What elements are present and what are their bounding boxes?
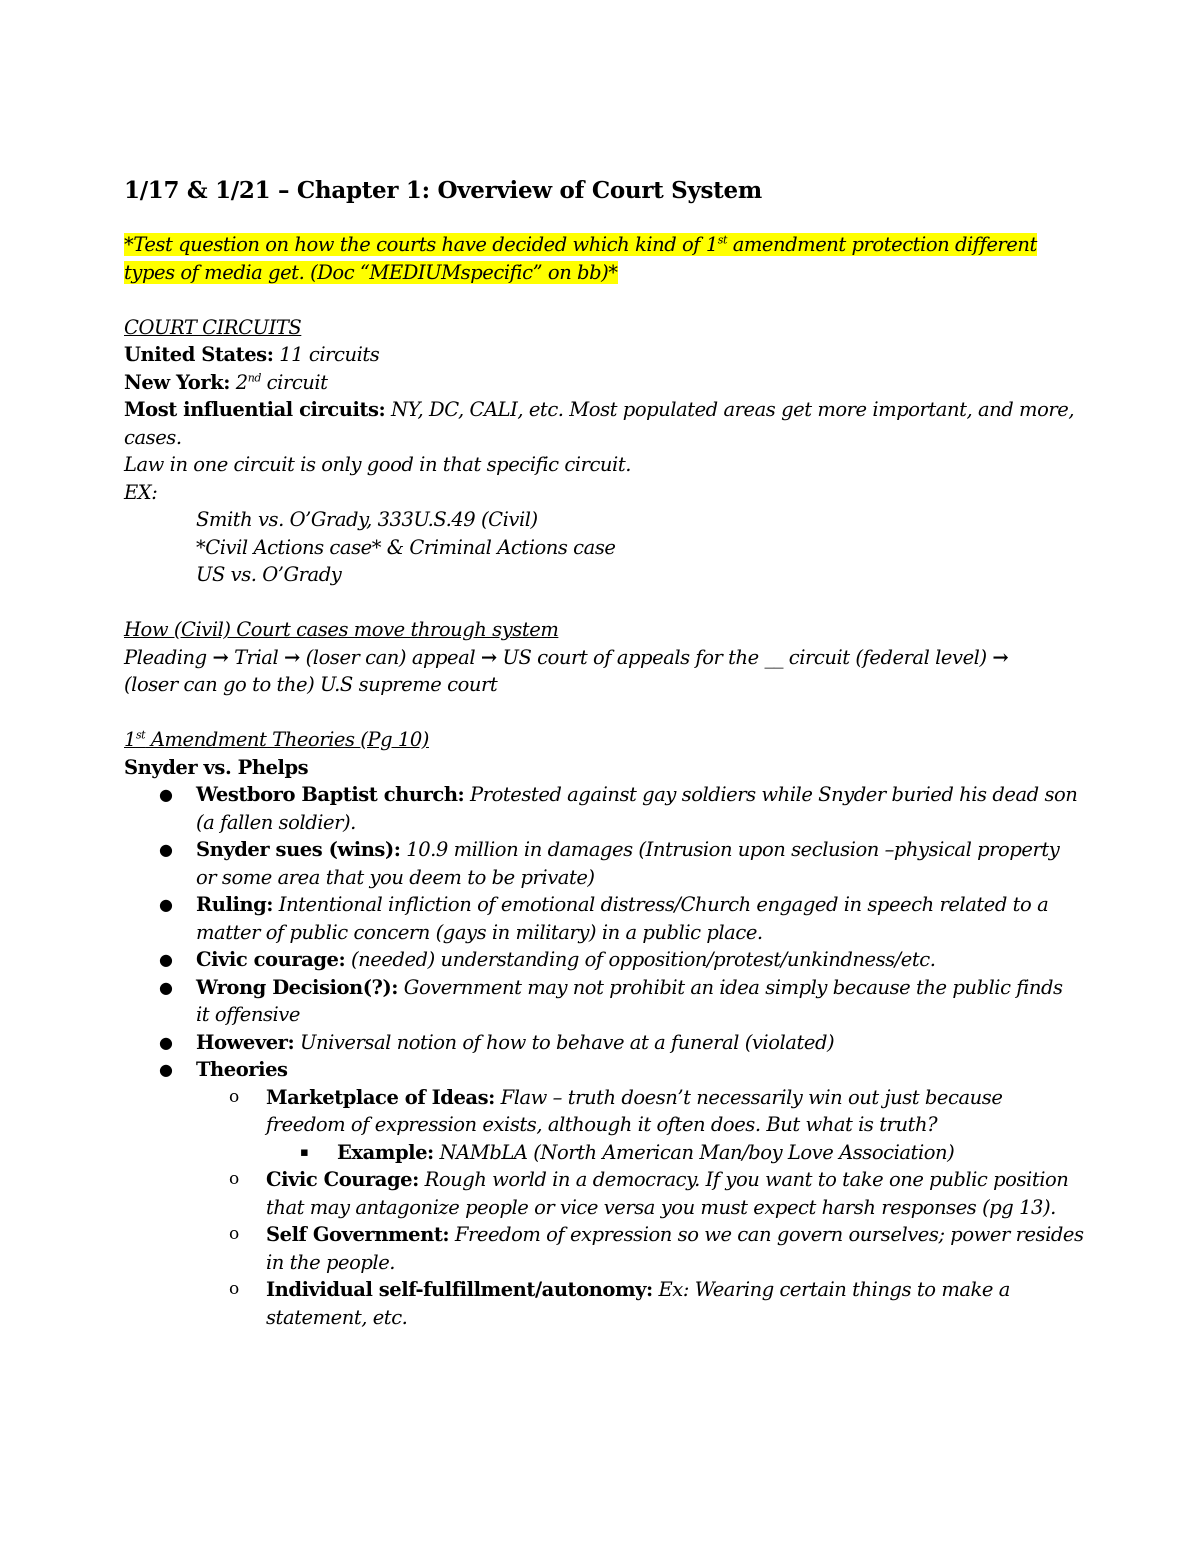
sub-list-item: o Civic Courage: Rough world in a democracy. If you want to take one public position (124, 1166, 1094, 1194)
list-item: ● Wrong Decision(?): Government may not prohibit an idea simply because the public finds (124, 974, 1094, 1002)
law-note: Law in one circuit is only good in that specific circuit. (124, 453, 631, 476)
circle-bullet-icon: o (229, 1224, 239, 1244)
sub-list-item-cont: that may antagonize people or vice versa you must expect harsh responses (pg 13). (266, 1195, 1056, 1219)
bullet-icon: ● (159, 950, 173, 969)
list-item-cont: or some area that you deem to be private) (196, 865, 595, 889)
page-title: 1/17 & 1/21 – Chapter 1: Overview of Court System (124, 177, 762, 204)
us-circuits-line: United States: 11 circuits (124, 343, 380, 366)
influential-circuits-line: Most influential circuits: NY, DC, CALI, etc. Most populated areas get more important, and more, (124, 398, 1075, 421)
influential-circuits-cont: cases. (124, 425, 182, 449)
bullet-icon: ● (159, 840, 173, 859)
arrow-right-icon: → (480, 645, 497, 669)
document-page (124, 172, 1094, 1331)
sub-list-item-cont: freedom of expression exists, although it often does. But what is truth? (266, 1113, 938, 1136)
civil-process-line-2: (loser can go to the) U.S supreme court (124, 673, 498, 696)
example-case-2: *Civil Actions case* & Criminal Actions case (196, 535, 616, 559)
list-item: ● Snyder sues (wins): 10.9 million in damages (Intrusion upon seclusion –physical property (124, 836, 1094, 864)
arrow-right-icon: → (212, 645, 229, 669)
civil-process-line-1: Pleading → Trial → (loser can) appeal → US court of appeals for the __ circuit (federal level) → (124, 645, 1009, 669)
section-heading-civil-cases: How (Civil) Court cases move through system (124, 618, 559, 641)
sub-list-item: o Self Government: Freedom of expression so we can govern ourselves; power resides (124, 1221, 1094, 1249)
list-item-cont: it offensive (196, 1003, 300, 1026)
list-item: ● Theories (124, 1056, 1094, 1084)
example-case-1: Smith vs. O’Grady, 333U.S.49 (Civil) (196, 508, 538, 531)
sub-list-item: o Marketplace of Ideas: Flaw – truth doesn’t necessarily win out just because (124, 1084, 1094, 1112)
sub-list-item: o Individual self-fulfillment/autonomy: Ex: Wearing certain things to make a (124, 1276, 1094, 1304)
list-item-cont: matter of public concern (gays in military) in a public place. (196, 920, 763, 944)
circle-bullet-icon: o (229, 1086, 239, 1107)
highlight-note-line-2: types of media get. (Doc “MEDIUMspecific” on bb)* (124, 260, 618, 284)
list-item: ● Civic courage: (needed) understanding of opposition/protest/unkindness/etc. (124, 946, 1094, 974)
bullet-icon: ● (159, 1032, 173, 1052)
bullet-icon: ● (159, 895, 173, 914)
bullet-icon: ● (159, 785, 173, 804)
section-heading-theories: 1st Amendment Theories (Pg 10) (124, 728, 429, 751)
highlight-note-line-1: *Test question on how the courts have decided which kind of 1st amendment protection different (124, 233, 1037, 256)
example-case-3: US vs. O’Grady (196, 563, 342, 586)
circle-bullet-icon: o (229, 1169, 239, 1189)
list-item: ● However: Universal notion of how to behave at a funeral (violated) (124, 1029, 1094, 1057)
bullet-icon: ● (159, 1060, 173, 1079)
case-title: Snyder vs. Phelps (124, 755, 309, 779)
sub-sub-list-item: ▪ Example: NAMbLA (North American Man/boy Love Association) (124, 1139, 1094, 1167)
ny-circuit-line: New York: 2nd circuit (124, 370, 328, 394)
list-item: ● Ruling: Intentional infliction of emotional distress/Church engaged in speech related to a (124, 891, 1094, 919)
sub-list-item-cont: statement, etc. (266, 1305, 408, 1329)
list-item: ● Westboro Baptist church: Protested against gay soldiers while Snyder buried his dead son (124, 781, 1094, 809)
square-bullet-icon: ▪ (300, 1144, 309, 1160)
example-label: EX: (124, 480, 158, 504)
sub-list-item-cont: in the people. (266, 1250, 396, 1274)
bullet-icon: ● (159, 977, 173, 997)
arrow-right-icon: → (992, 645, 1009, 669)
circle-bullet-icon: o (229, 1279, 239, 1299)
arrow-right-icon: → (284, 645, 300, 669)
list-item-cont: (a fallen soldier). (196, 810, 356, 834)
section-heading-court-circuits: COURT CIRCUITS (124, 315, 302, 339)
